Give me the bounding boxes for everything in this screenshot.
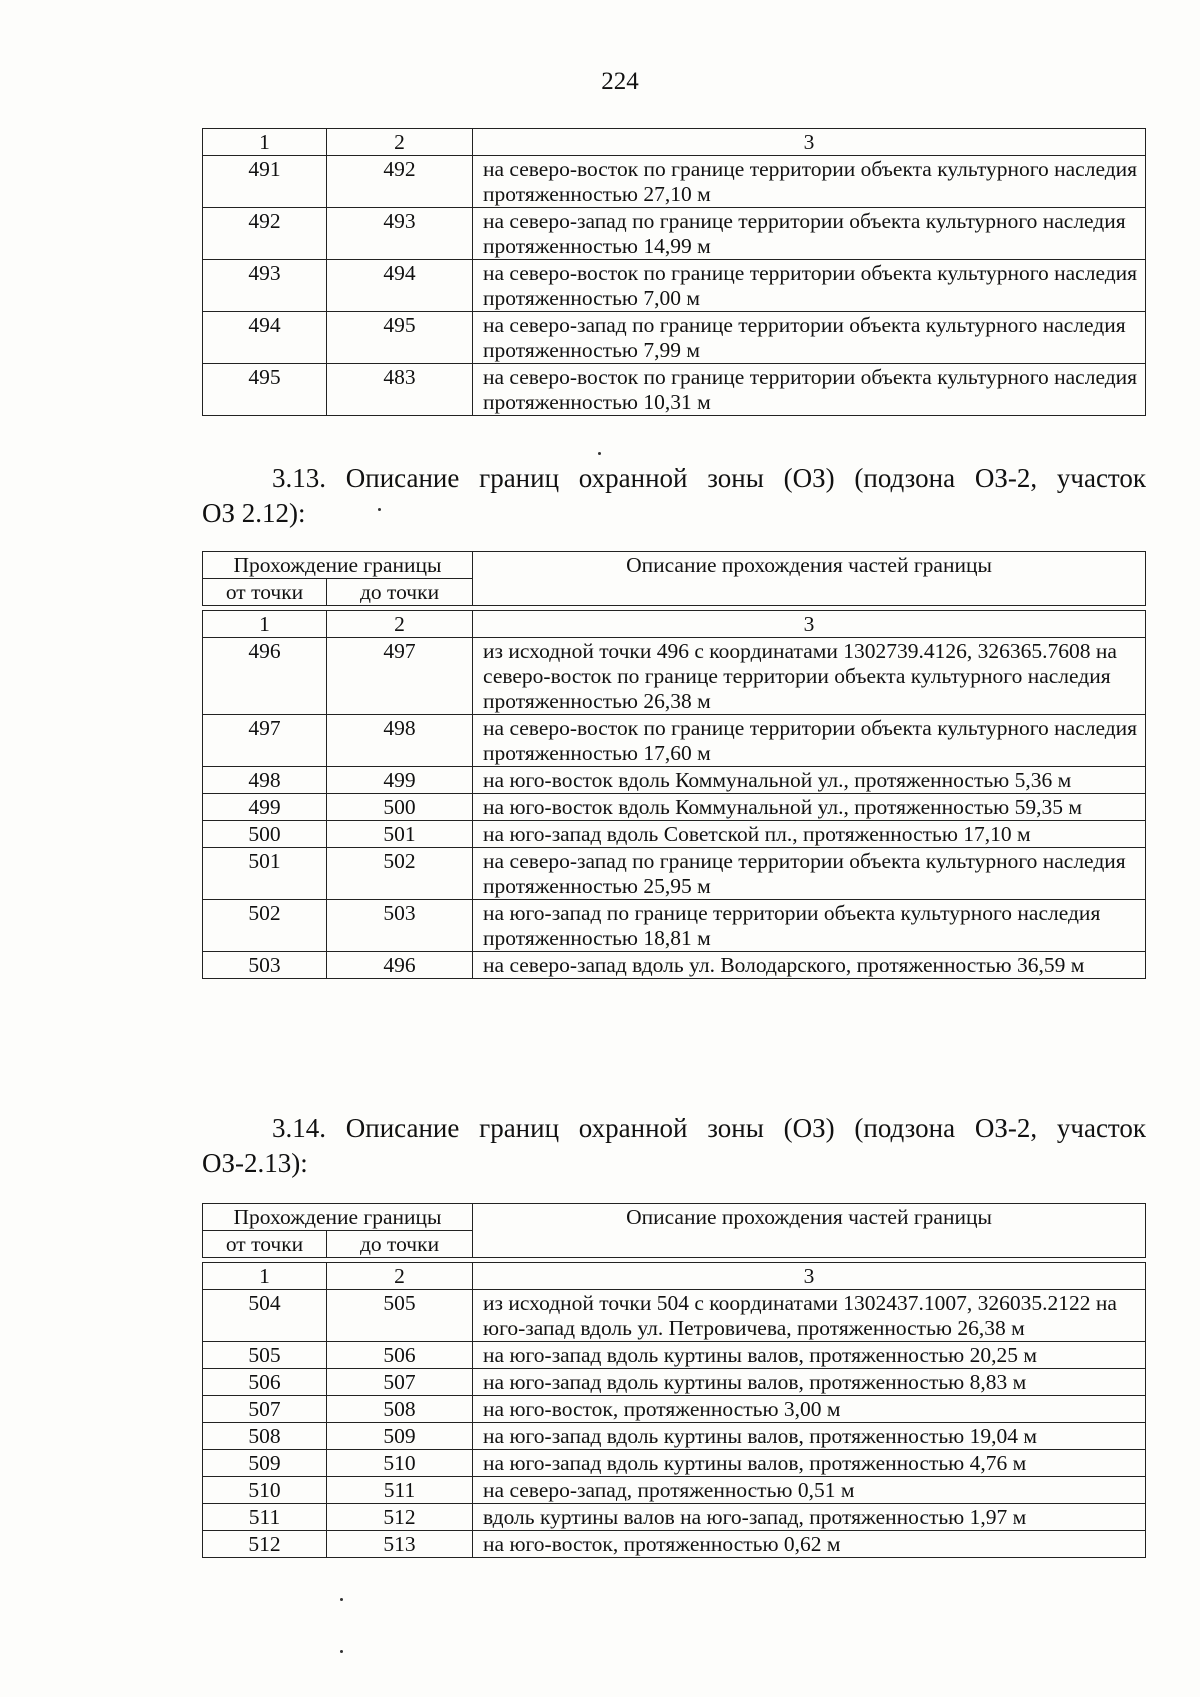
description-cell: на северо-запад по границе территории объекта культурного наследия протяженностью 7,99 м: [473, 312, 1146, 364]
to-point-cell: 506: [327, 1342, 473, 1369]
table-row: [203, 638, 1146, 715]
description-cell: на юго-запад вдоль куртины валов, протяженностью 20,25 м: [473, 1342, 1146, 1369]
scan-speck: [340, 1650, 343, 1653]
scan-speck: [340, 1598, 343, 1601]
to-point-cell: 492: [327, 156, 473, 208]
header-from-point: от точки: [203, 579, 327, 606]
table-row: [203, 1450, 1146, 1477]
from-point-cell: 501: [203, 848, 327, 900]
column-number: 1: [203, 1263, 327, 1290]
description-cell: из исходной точки 504 с координатами 1302437.1007, 326035.2122 на юго-запад вдоль ул. Петровичева, протяженностью 26,38 м: [473, 1290, 1146, 1342]
from-point-cell: 493: [203, 260, 327, 312]
table-row: [203, 1504, 1146, 1531]
from-point-cell: 509: [203, 1450, 327, 1477]
section-heading-3-13: [202, 461, 1146, 531]
table-row: [203, 1423, 1146, 1450]
description-cell: на северо-восток по границе территории объекта культурного наследия протяженностью 17,60 м: [473, 715, 1146, 767]
from-point-cell: 497: [203, 715, 327, 767]
from-point-cell: 498: [203, 767, 327, 794]
to-point-cell: 511: [327, 1477, 473, 1504]
to-point-cell: 508: [327, 1396, 473, 1423]
from-point-cell: 492: [203, 208, 327, 260]
table-row: [203, 260, 1146, 312]
section-heading-line: ОЗ 2.12):: [202, 498, 306, 528]
description-cell: на северо-восток по границе территории объекта культурного наследия протяженностью 7,00 м: [473, 260, 1146, 312]
header-to-point: до точки: [327, 579, 473, 606]
from-point-cell: 506: [203, 1369, 327, 1396]
header-from-point: от точки: [203, 1231, 327, 1258]
table-row: [203, 1531, 1146, 1558]
from-point-cell: 508: [203, 1423, 327, 1450]
from-point-cell: 494: [203, 312, 327, 364]
header-passage: Прохождение границы: [203, 552, 473, 579]
from-point-cell: 505: [203, 1342, 327, 1369]
from-point-cell: 504: [203, 1290, 327, 1342]
table-row: [203, 1342, 1146, 1369]
section-heading-line: ОЗ-2.13):: [202, 1148, 308, 1178]
to-point-cell: 510: [327, 1450, 473, 1477]
column-number: 2: [327, 129, 473, 156]
table-row: [203, 156, 1146, 208]
description-cell: на северо-запад вдоль ул. Володарского, протяженностью 36,59 м: [473, 952, 1146, 979]
table-row: [203, 312, 1146, 364]
description-cell: на юго-запад вдоль куртины валов, протяженностью 8,83 м: [473, 1369, 1146, 1396]
to-point-cell: 507: [327, 1369, 473, 1396]
section-heading-3-14: [202, 1111, 1146, 1181]
from-point-cell: 511: [203, 1504, 327, 1531]
table-row: [203, 848, 1146, 900]
to-point-cell: 501: [327, 821, 473, 848]
section-heading-line: 3.13. Описание границ охранной зоны (ОЗ) (подзона ОЗ-2, участок: [272, 463, 1146, 493]
description-cell: на северо-запад по границе территории объекта культурного наследия протяженностью 14,99 м: [473, 208, 1146, 260]
to-point-cell: 503: [327, 900, 473, 952]
table-row: [203, 767, 1146, 794]
to-point-cell: 502: [327, 848, 473, 900]
from-point-cell: 495: [203, 364, 327, 416]
table-row: [203, 952, 1146, 979]
description-cell: на юго-восток, протяженностью 0,62 м: [473, 1531, 1146, 1558]
header-description: Описание прохождения частей границы: [473, 552, 1146, 606]
scan-speck: [598, 452, 601, 455]
to-point-cell: 500: [327, 794, 473, 821]
from-point-cell: 500: [203, 821, 327, 848]
to-point-cell: 498: [327, 715, 473, 767]
to-point-cell: 499: [327, 767, 473, 794]
column-numbers-row: [203, 129, 1146, 156]
column-number: 1: [203, 611, 327, 638]
description-cell: на юго-запад вдоль куртины валов, протяженностью 4,76 м: [473, 1450, 1146, 1477]
from-point-cell: 510: [203, 1477, 327, 1504]
column-number: 3: [473, 1263, 1146, 1290]
table-row: [203, 364, 1146, 416]
table-row: [203, 715, 1146, 767]
to-point-cell: 493: [327, 208, 473, 260]
table-row: [203, 794, 1146, 821]
from-point-cell: 503: [203, 952, 327, 979]
from-point-cell: 499: [203, 794, 327, 821]
section-heading-line: 3.14. Описание границ охранной зоны (ОЗ) (подзона ОЗ-2, участок: [272, 1113, 1146, 1143]
description-cell: на юго-восток, протяженностью 3,00 м: [473, 1396, 1146, 1423]
to-point-cell: 494: [327, 260, 473, 312]
boundary-table-3-13: [202, 551, 1146, 979]
table-row: [203, 1477, 1146, 1504]
to-point-cell: 512: [327, 1504, 473, 1531]
description-cell: на северо-восток по границе территории объекта культурного наследия протяженностью 10,31 м: [473, 364, 1146, 416]
column-number: 2: [327, 611, 473, 638]
to-point-cell: 497: [327, 638, 473, 715]
table-row: [203, 1396, 1146, 1423]
to-point-cell: 495: [327, 312, 473, 364]
from-point-cell: 491: [203, 156, 327, 208]
from-point-cell: 507: [203, 1396, 327, 1423]
to-point-cell: 483: [327, 364, 473, 416]
from-point-cell: 502: [203, 900, 327, 952]
table-row: [203, 1290, 1146, 1342]
scan-speck: [378, 508, 381, 511]
column-numbers-row: [203, 1263, 1146, 1290]
table-row: [203, 1369, 1146, 1396]
description-cell: на северо-запад, протяженностью 0,51 м: [473, 1477, 1146, 1504]
to-point-cell: 505: [327, 1290, 473, 1342]
column-number: 3: [473, 611, 1146, 638]
boundary-table-3-14: [202, 1203, 1146, 1558]
column-number: 1: [203, 129, 327, 156]
description-cell: на юго-восток вдоль Коммунальной ул., протяженностью 5,36 м: [473, 767, 1146, 794]
description-cell: из исходной точки 496 с координатами 1302739.4126, 326365.7608 на северо-восток по границе территории объекта культурного наследия протяженностью 26,38 м: [473, 638, 1146, 715]
to-point-cell: 496: [327, 952, 473, 979]
table-row: [203, 208, 1146, 260]
table-header-row: [203, 1204, 1146, 1231]
description-cell: на юго-запад вдоль Советской пл., протяженностью 17,10 м: [473, 821, 1146, 848]
description-cell: на северо-восток по границе территории объекта культурного наследия протяженностью 27,10 м: [473, 156, 1146, 208]
column-numbers-row: [203, 611, 1146, 638]
description-cell: на юго-восток вдоль Коммунальной ул., протяженностью 59,35 м: [473, 794, 1146, 821]
table-row: [203, 900, 1146, 952]
page-number: 224: [601, 68, 639, 95]
column-number: 3: [473, 129, 1146, 156]
header-description: Описание прохождения частей границы: [473, 1204, 1146, 1258]
to-point-cell: 513: [327, 1531, 473, 1558]
description-cell: на юго-запад по границе территории объекта культурного наследия протяженностью 18,81 м: [473, 900, 1146, 952]
from-point-cell: 496: [203, 638, 327, 715]
to-point-cell: 509: [327, 1423, 473, 1450]
from-point-cell: 512: [203, 1531, 327, 1558]
column-number: 2: [327, 1263, 473, 1290]
table-header-row: [203, 552, 1146, 579]
header-to-point: до точки: [327, 1231, 473, 1258]
table-row: [203, 821, 1146, 848]
description-cell: на северо-запад по границе территории объекта культурного наследия протяженностью 25,95 м: [473, 848, 1146, 900]
description-cell: вдоль куртины валов на юго-запад, протяженностью 1,97 м: [473, 1504, 1146, 1531]
description-cell: на юго-запад вдоль куртины валов, протяженностью 19,04 м: [473, 1423, 1146, 1450]
boundary-table-continuation: [202, 128, 1146, 416]
header-passage: Прохождение границы: [203, 1204, 473, 1231]
